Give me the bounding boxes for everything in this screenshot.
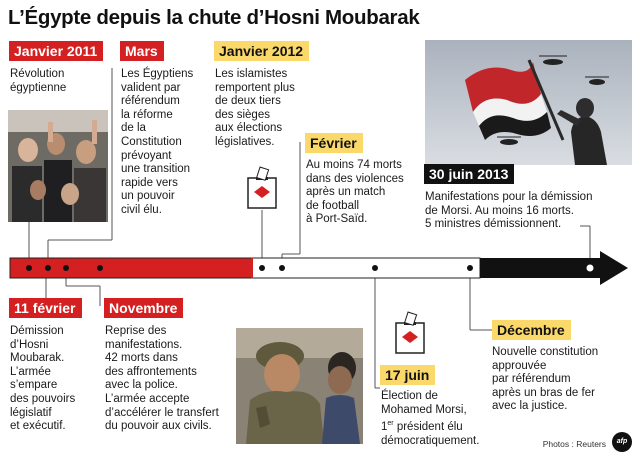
marker-decembre: [467, 265, 473, 271]
event-text-fevrier: Au moins 74 morts dans des violences après un match de football à Port-Saïd.: [306, 159, 404, 226]
event-text-17-juin-line3: 1er président élu: [381, 420, 463, 434]
event-label-decembre: Décembre: [492, 320, 571, 340]
event-label-janvier-2011: Janvier 2011: [9, 41, 103, 61]
marker-jan-2012: [259, 265, 265, 271]
event-label-11-fevrier: 11 février: [9, 298, 82, 318]
marker-mars: [45, 265, 51, 271]
marker-17-juin: [372, 265, 378, 271]
event-text-janvier-2012: Les islamistes remportent plus de deux tiers des sièges aux élections législatives.: [215, 68, 295, 148]
ballot-box-icon-2012: [248, 167, 276, 208]
event-text-mars: Les Égyptiens valident par référendum la réforme de la Constitution prévoyant une transition rapide vers un pouvoir civil élu.: [121, 68, 194, 216]
event-text-novembre: Reprise des manifestations. 42 morts dans des affrontements avec la police. L’armée accepte d’accélérer le transfert du pouvoir aux civils.: [105, 325, 219, 433]
event-text-30-juin-2013: Manifestations pour la démission de Morsi. Au moins 16 morts. 5 ministres démissionnent.: [425, 191, 593, 231]
event-text-17-juin: Élection de Mohamed Morsi, 1er président élu démocratiquement.: [381, 390, 480, 447]
page-title: L’Égypte depuis la chute d’Hosni Moubarak: [8, 6, 420, 29]
marker-fevrier: [279, 265, 285, 271]
marker-30-juin: [587, 265, 594, 272]
event-label-17-juin: 17 juin: [380, 365, 435, 385]
event-label-fevrier: Février: [305, 133, 363, 153]
marker-jan-2011: [26, 265, 32, 271]
ballot-box-icon-2012b: [396, 312, 424, 353]
timeline-arrow-2013: [480, 251, 628, 285]
timeline-segment-2012: [252, 258, 480, 278]
event-text-decembre: Nouvelle constitution approuvée par référendum après un bras de fer avec la justice.: [492, 346, 599, 413]
event-text-janvier-2011: Révolution égyptienne: [10, 68, 67, 94]
photo-credit: Photos : Reuters: [542, 439, 606, 449]
event-label-30-juin-2013: 30 juin 2013: [424, 164, 514, 184]
event-label-novembre: Novembre: [104, 298, 183, 318]
marker-novembre: [97, 265, 103, 271]
event-label-mars: Mars: [120, 41, 164, 61]
event-label-janvier-2012: Janvier 2012: [214, 41, 309, 61]
marker-11-fevrier: [63, 265, 69, 271]
afp-logo: afp: [612, 432, 632, 452]
event-text-11-fevrier: Démission d’Hosni Moubarak. L’armée s’empare des pouvoirs législatif et exécutif.: [10, 325, 76, 433]
